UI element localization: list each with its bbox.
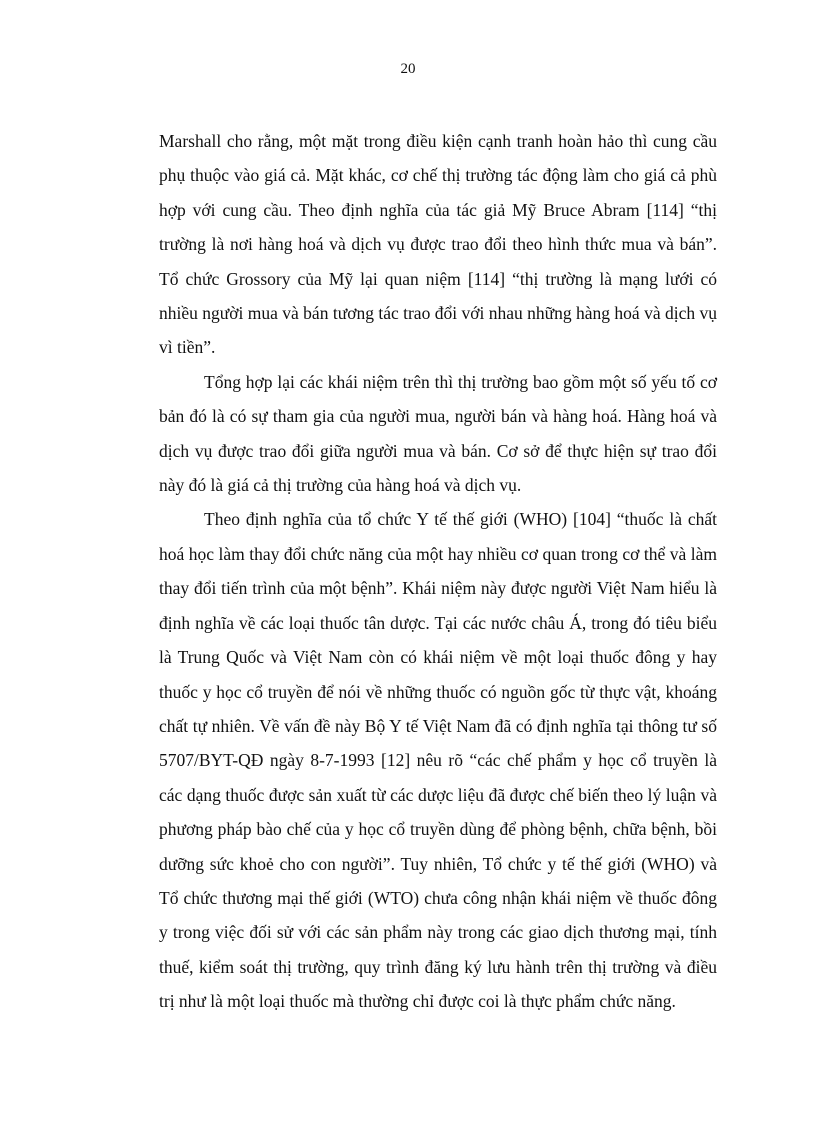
page-number: 20	[400, 61, 416, 77]
paragraph-market-definitions: Marshall cho rằng, một mặt trong điều kiện cạnh tranh hoàn hảo thì cung cầu phụ thuộc vào giá cả. Mặt khác, cơ chế thị trường tác động làm cho giá cả phù hợp với cung cầu. Theo định nghĩa của tác giả Mỹ Bruce Abram [114] “thị trường là nơi hàng hoá và dịch vụ được trao đổi theo hình thức mua và bán”. Tổ chức Grossory của Mỹ lại quan niệm [114] “thị trường là mạng lưới có nhiều người mua và bán tương tác trao đổi với nhau những hàng hoá và dịch vụ vì tiền”.	[159, 131, 717, 358]
body-text	[159, 124, 717, 1019]
paragraph-market-summary: Tổng hợp lại các khái niệm trên thì thị trường bao gồm một số yếu tố cơ bản đó là có sự tham gia của người mua, người bán và hàng hoá. Hàng hoá và dịch vụ được trao đổi giữa người mua và bán. Cơ sở để thực hiện sự trao đổi này đó là giá cả thị trường của hàng hoá và dịch vụ.	[159, 371, 717, 496]
paragraph-medicine-definition: Theo định nghĩa của tổ chức Y tế thế giới (WHO) [104] “thuốc là chất hoá học làm thay đổi chức năng của một hay nhiều cơ quan trong cơ thể và làm thay đổi tiến trình của một bệnh”. Khái niệm này được người Việt Nam hiểu là định nghĩa về các loại thuốc tân dược. Tại các nước châu Á, trong đó tiêu biểu là Trung Quốc và Việt Nam còn có khái niệm về một loại thuốc đông y hay thuốc y học cổ truyền để nói về những thuốc có nguồn gốc từ thực vật, khoáng chất tự nhiên. Về vấn đề này Bộ Y tế Việt Nam đã có định nghĩa tại thông tư số 5707/BYT-QĐ ngày 8-7-1993 [12] nêu rõ “các chế phẩm y học cổ truyền là các dạng thuốc được sản xuất từ các dược liệu đã được chế biến theo lý luận và phương pháp bào chế của y học cổ truyền dùng để phòng bệnh, chữa bệnh, bồi dưỡng sức khoẻ cho con người”. Tuy nhiên, Tổ chức y tế thế giới (WHO) và Tổ chức thương mại thế giới (WTO) chưa công nhận khái niệm về thuốc đông y trong việc đối sử với các sản phẩm này trong các giao dịch thương mại, tính thuế, kiểm soát thị trường, quy trình đăng ký lưu hành trên thị trường và điều trị như là một loại thuốc mà thường chỉ được coi là thực phẩm chức năng.	[159, 509, 717, 1012]
